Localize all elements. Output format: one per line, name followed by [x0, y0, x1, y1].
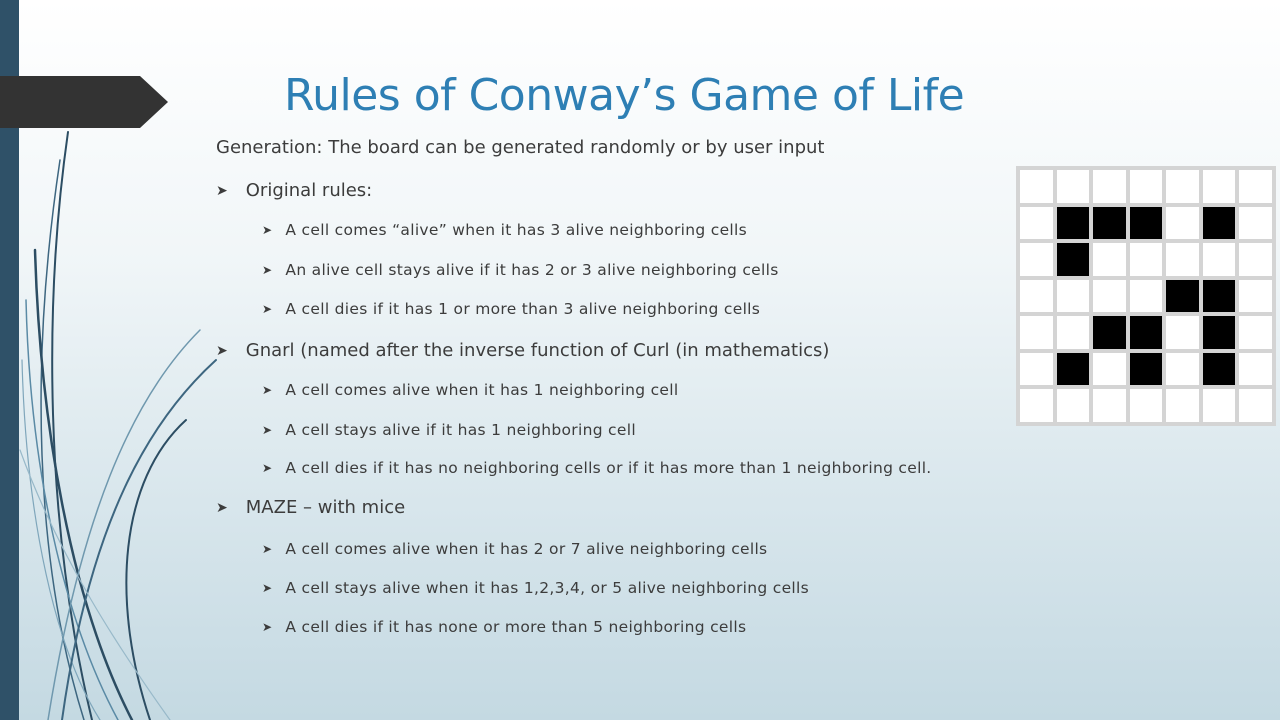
arrow-bullet-icon: ➤ [262, 263, 273, 277]
dead-cell [1130, 280, 1163, 313]
section-heading-gnarl: ➤ Gnarl (named after the inverse function of Curl (in mathematics) [216, 340, 830, 361]
rule-item: ➤ A cell dies if it has none or more than 5 neighboring cells [262, 618, 747, 636]
dead-cell [1239, 389, 1272, 422]
dead-cell [1166, 316, 1199, 349]
dead-cell [1166, 243, 1199, 276]
alive-cell [1130, 316, 1163, 349]
dead-cell [1130, 170, 1163, 203]
arrow-bullet-icon: ➤ [262, 302, 273, 316]
dead-cell [1057, 389, 1090, 422]
arrow-bullet-icon: ➤ [262, 383, 273, 397]
rule-item: ➤ A cell stays alive if it has 1 neighboring cell [262, 421, 636, 439]
section-heading-original: ➤ Original rules: [216, 180, 373, 201]
alive-cell [1093, 207, 1126, 240]
dead-cell [1166, 170, 1199, 203]
alive-cell [1130, 207, 1163, 240]
dead-cell [1239, 207, 1272, 240]
dead-cell [1057, 316, 1090, 349]
rule-item: ➤ A cell comes alive when it has 1 neighboring cell [262, 381, 679, 399]
alive-cell [1130, 353, 1163, 386]
arrow-bullet-icon: ➤ [216, 343, 228, 359]
dead-cell [1203, 389, 1236, 422]
dead-cell [1093, 389, 1126, 422]
dead-cell [1239, 353, 1272, 386]
dead-cell [1057, 280, 1090, 313]
dead-cell [1020, 353, 1053, 386]
alive-cell [1057, 207, 1090, 240]
intro-text: Generation: The board can be generated randomly or by user input [216, 137, 825, 158]
dead-cell [1020, 280, 1053, 313]
dead-cell [1093, 280, 1126, 313]
dead-cell [1020, 207, 1053, 240]
alive-cell [1166, 280, 1199, 313]
dead-cell [1166, 207, 1199, 240]
rule-item: ➤ An alive cell stays alive if it has 2 or 3 alive neighboring cells [262, 261, 779, 279]
rule-item: ➤ A cell dies if it has 1 or more than 3 alive neighboring cells [262, 300, 761, 318]
rule-item: ➤ A cell stays alive when it has 1,2,3,4, or 5 alive neighboring cells [262, 579, 810, 597]
dead-cell [1020, 316, 1053, 349]
dead-cell [1166, 389, 1199, 422]
dead-cell [1093, 353, 1126, 386]
arrow-bullet-icon: ➤ [262, 542, 273, 556]
dead-cell [1203, 170, 1236, 203]
dead-cell [1020, 389, 1053, 422]
rule-item: ➤ A cell comes “alive” when it has 3 alive neighboring cells [262, 221, 748, 239]
dead-cell [1093, 170, 1126, 203]
dead-cell [1093, 243, 1126, 276]
section-heading-maze: ➤ MAZE – with mice [216, 497, 406, 518]
rule-item: ➤ A cell comes alive when it has 2 or 7 alive neighboring cells [262, 540, 768, 558]
dead-cell [1130, 389, 1163, 422]
dead-cell [1239, 243, 1272, 276]
dead-cell [1057, 170, 1090, 203]
arrow-bullet-icon: ➤ [262, 581, 273, 595]
arrow-bullet-icon: ➤ [216, 500, 228, 516]
dead-cell [1239, 170, 1272, 203]
arrow-bullet-icon: ➤ [262, 223, 273, 237]
dead-cell [1166, 353, 1199, 386]
dead-cell [1020, 243, 1053, 276]
dead-cell [1020, 170, 1053, 203]
life-board-grid [1016, 166, 1276, 426]
dead-cell [1239, 280, 1272, 313]
arrow-bullet-icon: ➤ [262, 423, 273, 437]
arrow-bullet-icon: ➤ [262, 620, 273, 634]
alive-cell [1203, 207, 1236, 240]
arrow-bullet-icon: ➤ [216, 183, 228, 199]
arrow-bullet-icon: ➤ [262, 461, 273, 475]
slide-title: Rules of Conway’s Game of Life [284, 70, 965, 121]
alive-cell [1203, 316, 1236, 349]
dead-cell [1130, 243, 1163, 276]
alive-cell [1093, 316, 1126, 349]
title-tab-shape [0, 76, 168, 128]
dead-cell [1203, 243, 1236, 276]
rule-item: ➤ A cell dies if it has no neighboring cells or if it has more than 1 neighboring cell. [262, 459, 932, 477]
alive-cell [1203, 353, 1236, 386]
alive-cell [1057, 243, 1090, 276]
alive-cell [1203, 280, 1236, 313]
dead-cell [1239, 316, 1272, 349]
alive-cell [1057, 353, 1090, 386]
